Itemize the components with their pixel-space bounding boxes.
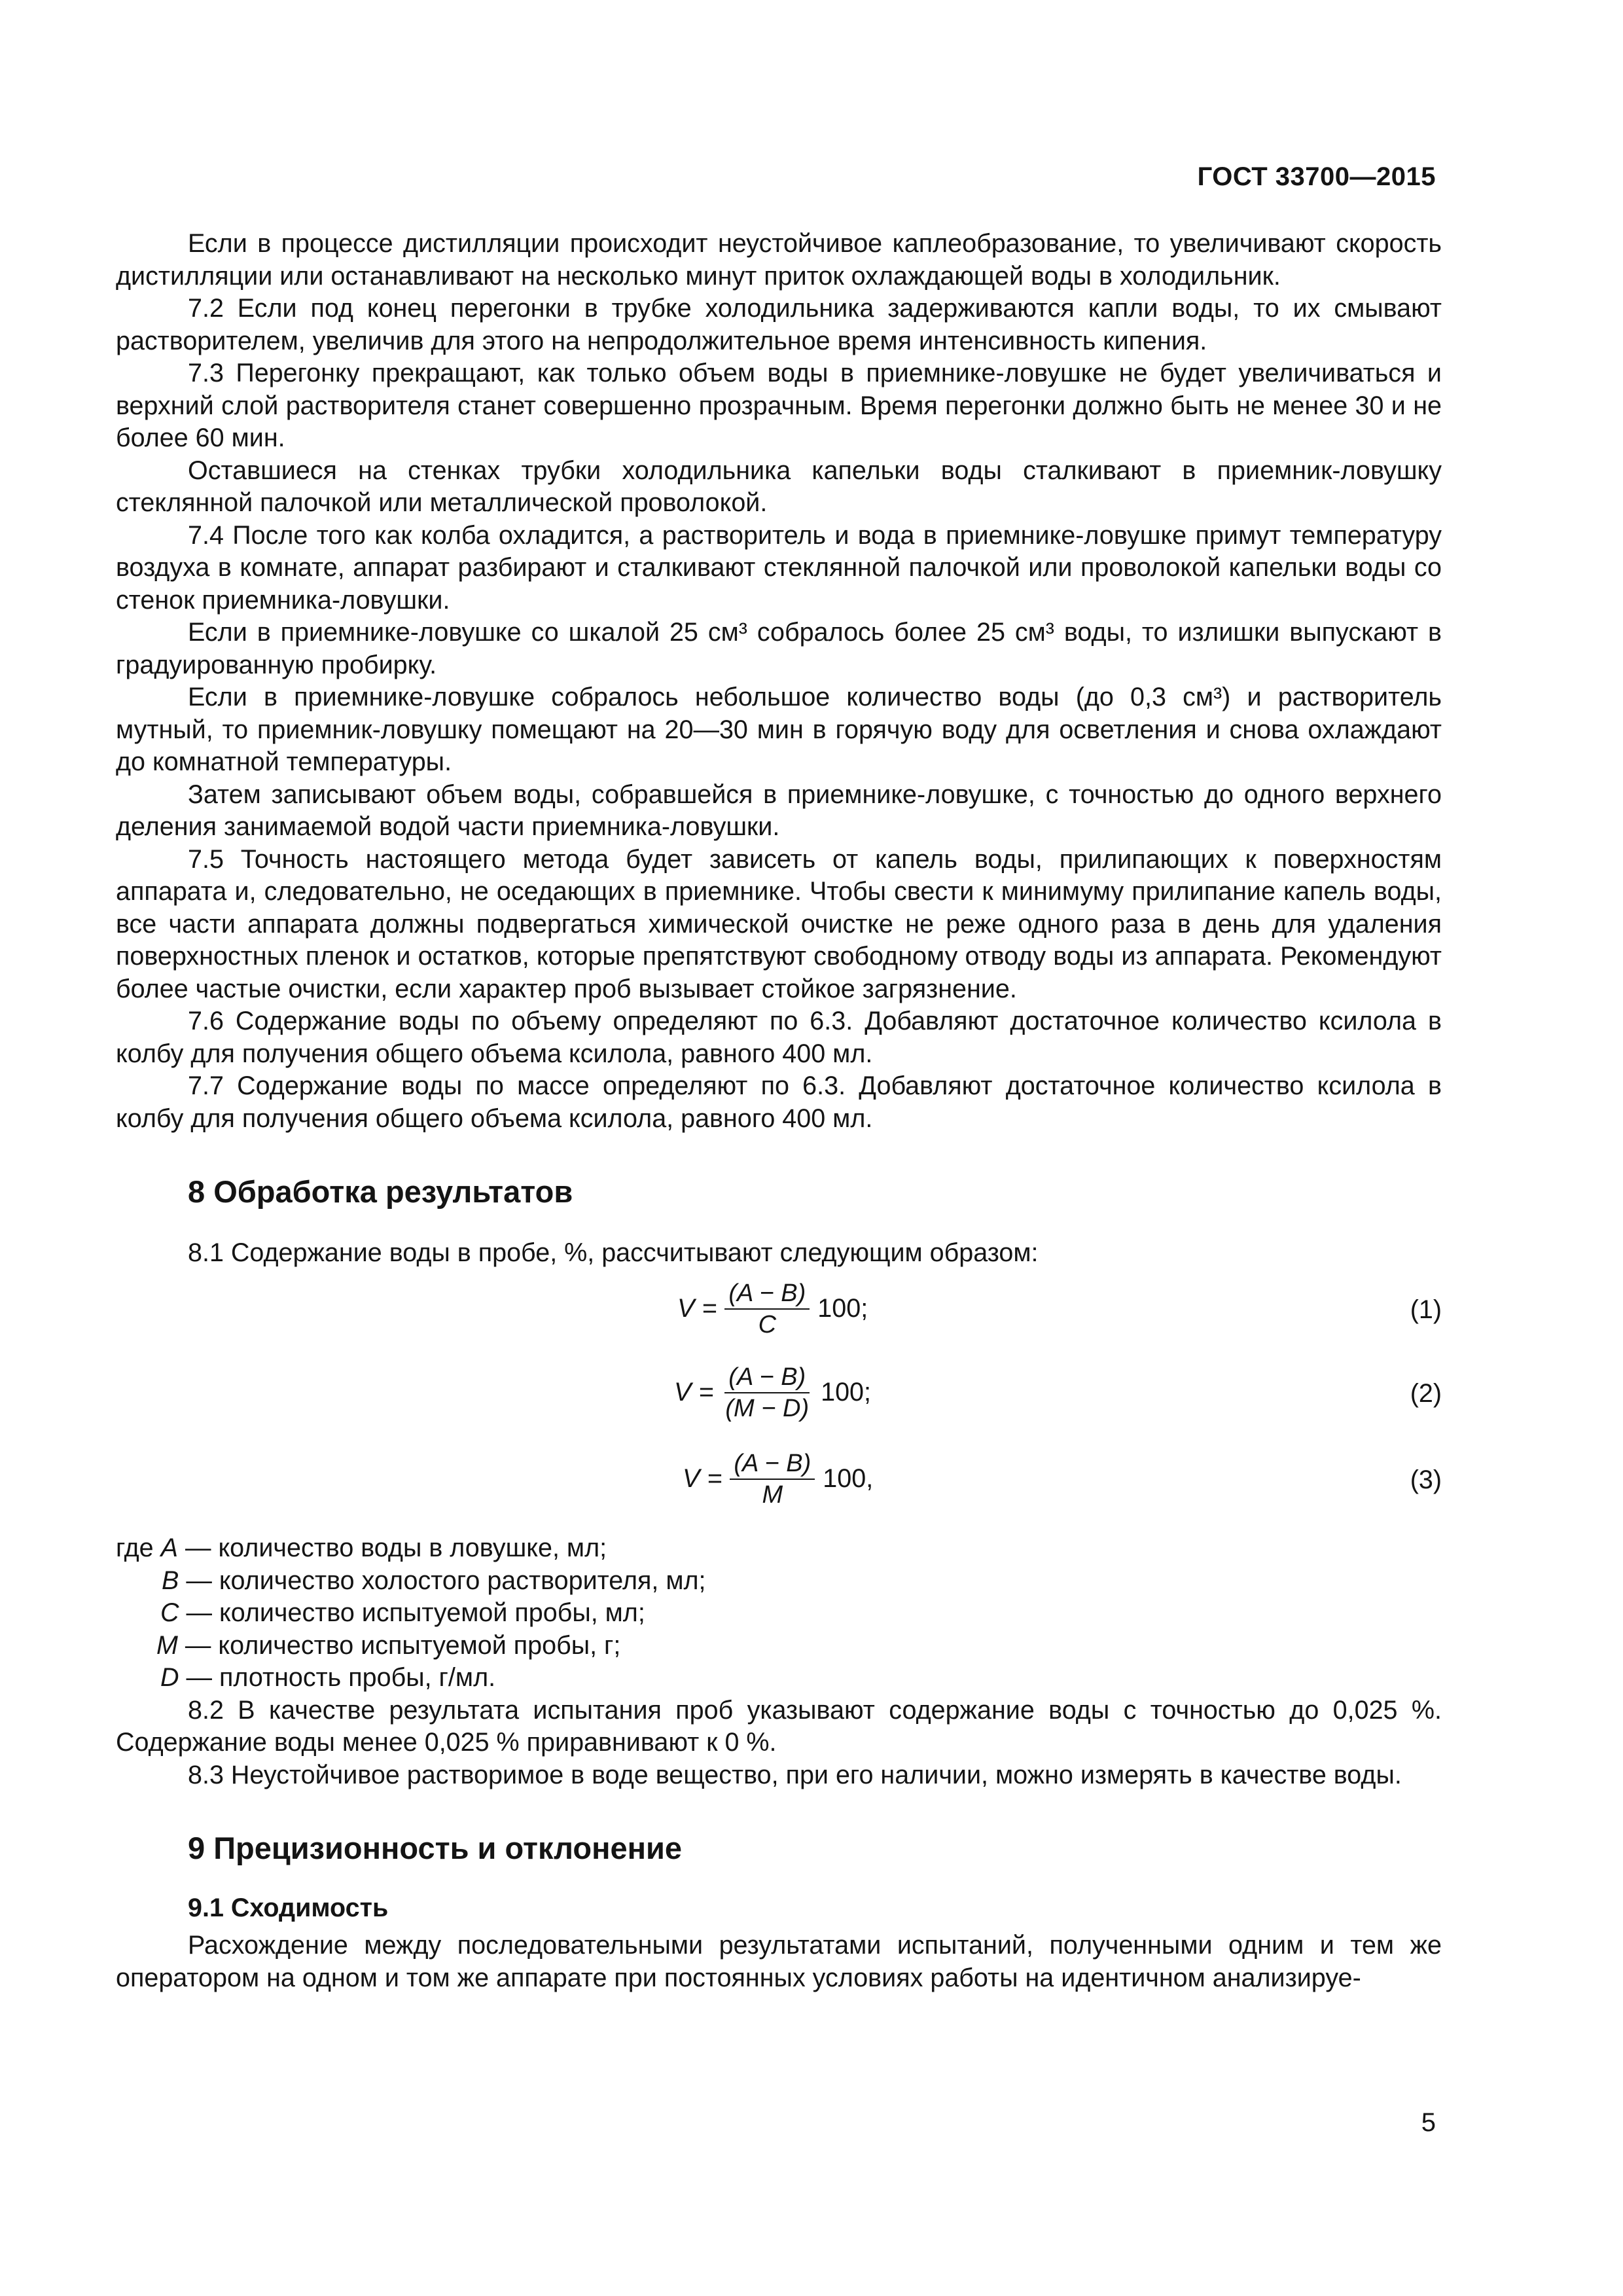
paragraph: Затем записывают объем воды, собравшейся в приемнике-ловушке, с точностью до одного верхнего деления занимаемой водой части приемника-ловушки. bbox=[116, 780, 1442, 841]
definition-row bbox=[116, 1630, 1442, 1662]
where-prefix: где bbox=[116, 1534, 154, 1562]
variable-description: — количество холостого растворителя, мл; bbox=[186, 1566, 706, 1595]
equation-number: (3) bbox=[1410, 1465, 1442, 1494]
formula-lhs: V = bbox=[677, 1294, 717, 1323]
variable-symbol: A bbox=[160, 1534, 178, 1562]
formula-1 bbox=[116, 1273, 1442, 1350]
numerator: (A − B) bbox=[724, 1362, 810, 1393]
variable-symbol: D bbox=[160, 1663, 179, 1692]
variable-description: — количество воды в ловушке, мл; bbox=[185, 1534, 607, 1562]
paragraph: 7.4 После того как колба охладится, а растворитель и вода в приемнике-ловушке примут температуру воздуха в комнате, аппарат разбирают и сталкивают стеклянной палочкой или проволокой капельки воды со стенок приемника-ловушки. bbox=[116, 520, 1442, 615]
document-body bbox=[116, 228, 1442, 1994]
variable-description: — количество испытуемой пробы, г; bbox=[185, 1630, 621, 1660]
variable-description: — количество испытуемой пробы, мл; bbox=[186, 1598, 645, 1627]
denominator: M bbox=[762, 1481, 783, 1509]
paragraph: 7.3 Перегонку прекращают, как только объем воды в приемнике-ловушке не будет увеличиваться и верхний слой растворителя станет совершенно прозрачным. Время перегонки должно быть не менее 30 и не более 60 мин. bbox=[116, 359, 1442, 452]
paragraph: 8.1 Содержание воды в пробе, %, рассчитывают следующим образом: bbox=[188, 1238, 1039, 1267]
fraction bbox=[730, 1448, 815, 1510]
numerator: (A − B) bbox=[730, 1448, 815, 1480]
formula-lhs: V = bbox=[683, 1464, 722, 1494]
paragraph: Оставшиеся на стенках трубки холодильника капельки воды сталкивают в приемник-ловушку стеклянной палочкой или металлической проволокой. bbox=[116, 456, 1442, 517]
definition-row bbox=[116, 1662, 1442, 1695]
definition-row bbox=[116, 1565, 1442, 1598]
variable-symbol: M bbox=[156, 1630, 178, 1660]
paragraph: Расхождение между последовательными результатами испытаний, полученными одним и тем же оператором на одном и том же аппарате при постоянных условиях работы на идентичном анализируе- bbox=[116, 1931, 1442, 1992]
paragraph: 7.2 Если под конец перегонки в трубке холодильника задерживаются капли воды, то их смывают растворителем, увеличив для этого на непродолжительное время интенсивность кипения. bbox=[116, 294, 1442, 355]
paragraph: 8.2 В качестве результата испытания проб указывают содержание воды с точностью до 0,025 %. Содержание воды менее 0,025 % приравнивают к 0 %. bbox=[116, 1695, 1442, 1757]
definition-row bbox=[116, 1532, 1442, 1565]
variable-symbol: C bbox=[160, 1598, 179, 1627]
fraction bbox=[724, 1278, 810, 1340]
variable-symbol: B bbox=[162, 1566, 179, 1595]
section-heading: 9 Прецизионность и отклонение bbox=[188, 1831, 683, 1865]
paragraph: 7.5 Точность настоящего метода будет зависеть от капель воды, прилипающих к поверхностям аппарата и, следовательно, не оседающих в приемнике. Чтобы свести к минимуму прилипание капель воды, все части аппарата должны подвергаться химической очистке не реже одного раза в день для удаления поверхностных пленок и остатков, которые препятствуют свободному отводу воды из аппарата. Рекомендуют более частые очистки, если характер проб вызывает стойкое загрязнение. bbox=[116, 844, 1442, 1003]
formula-3 bbox=[116, 1443, 1442, 1520]
formula-lhs: V = bbox=[674, 1378, 714, 1407]
fraction bbox=[721, 1362, 813, 1424]
paragraph: 7.6 Содержание воды по объему определяют по 6.3. Добавляют достаточное количество ксилола в колбу для получения общего объема ксилола, равного 400 мл. bbox=[116, 1007, 1442, 1068]
variable-definitions bbox=[116, 1532, 1442, 1695]
denominator: (M − D) bbox=[725, 1395, 810, 1422]
formula-rhs: 100; bbox=[817, 1294, 868, 1323]
equation-number: (1) bbox=[1410, 1295, 1442, 1324]
numerator: (A − B) bbox=[724, 1278, 810, 1310]
document-number: ГОСТ 33700—2015 bbox=[1197, 162, 1436, 191]
paragraph: Если в процессе дистилляции происходит неустойчивое каплеобразование, то увеличивают скорость дистилляции или останавливают на несколько минут приток охлаждающей воды в холодильник. bbox=[116, 229, 1442, 291]
paragraph: Если в приемнике-ловушке со шкалой 25 см³ собралось более 25 см³ воды, то излишки выпускают в градуированную пробирку. bbox=[116, 618, 1442, 679]
formula-2 bbox=[116, 1357, 1442, 1434]
page-number: 5 bbox=[1421, 2108, 1436, 2137]
formula-rhs: 100, bbox=[823, 1464, 874, 1494]
variable-description: — плотность пробы, г/мл. bbox=[186, 1663, 496, 1692]
section-heading: 8 Обработка результатов bbox=[188, 1174, 573, 1209]
definition-row bbox=[116, 1597, 1442, 1630]
denominator: C bbox=[758, 1311, 777, 1338]
paragraph: 7.7 Содержание воды по массе определяют по 6.3. Добавляют достаточное количество ксилола в колбу для получения общего объема ксилола, равного 400 мл. bbox=[116, 1071, 1442, 1133]
subsection-heading: 9.1 Сходимость bbox=[188, 1893, 389, 1922]
formula-rhs: 100; bbox=[821, 1378, 871, 1407]
equation-number: (2) bbox=[1410, 1379, 1442, 1408]
paragraph: 8.3 Неустойчивое растворимое в воде вещество, при его наличии, можно измерять в качестве воды. bbox=[188, 1760, 1402, 1789]
paragraph: Если в приемнике-ловушке собралось небольшое количество воды (до 0,3 см³) и растворитель мутный, то приемник-ловушку помещают на 20—30 мин в горячую воду для осветления и снова охлаждают до комнатной температуры. bbox=[116, 683, 1442, 776]
